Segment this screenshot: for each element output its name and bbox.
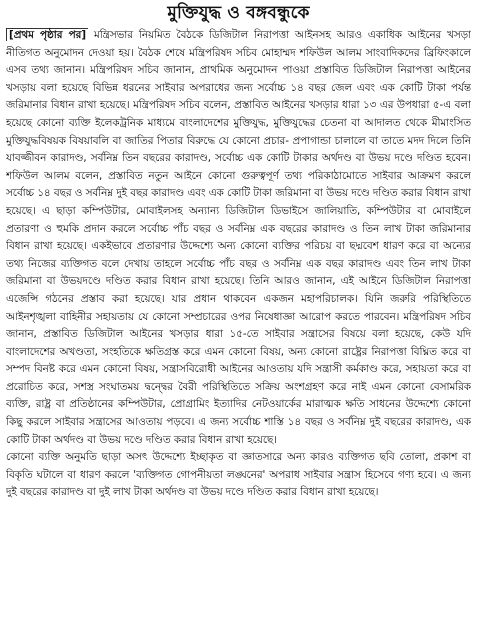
paragraph-text: মন্ত্রিসভার নিয়মিত বৈঠকে ডিজিটাল নিরাপত্তা আইনসহ আরও একাধিক আইনের খসড়া নীতিগত অনুমোদন দেওয়া হয়। বৈঠক শেষে মন্ত্রিপরিষদ সচিব মোহাম্মদ শফিউল আলম সাংবাদিকদের ব্রিফিংকালে এসব তথ্য জানান। মন্ত্রিপরিষদ সচিব জানান, প্রাথমিক অনুমোদন পাওয়া প্রস্তাবিত ডিজিটাল নিরাপত্তা আইনের খসড়ায় বলা হয়েছে বিভিন্ন ধরনের সাইবার অপরাধের জন্য সর্বোচ্চ ১৪ বছর জেল এবং এক কোটি টাকা পর্যন্ত জরিমানার বিধান রাখা হয়েছে। মন্ত্রিপরিষদ সচিব বলেন, প্রস্তাবিত আইনের খসড়ার ধারা ১৩ এর উপধারা ৫-এ বলা হয়েছে কোনো ব্যক্তি ইলেকট্রনিক মাধ্যমে বাংলাদেশের মুক্তিযুদ্ধ, মুক্তিযুদ্ধের চেতনা বা আদালত থেকে মীমাংসিত মুক্তিযুদ্ধবিষয়ক বিষয়াবলি বা জাতির পিতার বিরুদ্ধে যে কোনো প্রচার- প্রপাগান্ডা চালালে বা তাতে মদদ দিলে তিনি যাবজ্জীবন কারাদণ্ড, সর্বনিম্ন তিন বছরের কারাদণ্ড, সর্বোচ্চ এক কোটি টাকার অর্থদণ্ড বা উভয় দণ্ডে দণ্ডিত হবেন। শফিউল আলম বলেন, প্রস্তাবিত নতুন আইনে কোনো গুরুত্বপূর্ণ তথ্য পরিকাঠামোতে সাইবার আক্রমণ করলে সর্বোচ্চ ১৪ বছর ও সর্বনিম্ন দুই বছর কারাদণ্ড এবং এক কোটি টাকা জরিমানা বা উভয় দণ্ডে দণ্ডিত করার বিধান রাখা হয়েছে। এ ছাড়া কম্পিউটার, মোবাইলসহ অন্যান্য ডিজিটাল ডিভাইসে জালিয়াতি, কম্পিউটার বা মোবাইলে প্রতারণা ও হুমকি প্রদান করলে সর্বোচ্চ পাঁচ বছর ও সর্বনিম্ন এক বছরের কারাদণ্ড ও তিন লাখ টাকা জরিমানার বিধান রাখা হয়েছে। একইভাবে প্রতারণার উদ্দেশ্যে অন্য কোনো ব্যক্তির পরিচয় বা ছদ্মবেশ ধারণ করে বা অন্যের তথ্য নিজের ব্যক্তিগত বলে দেখায় তাহলে সর্বোচ্চ পাঁচ বছর ও সর্বনিম্ন এক বছর কারাদণ্ড এবং তিন লাখ টাকা জরিমানা বা উভয়দণ্ডে দণ্ডিত করার বিধান রাখা হয়েছে। তিনি আরও জানান, এই আইনে ডিজিটাল নিরাপত্তা এজেন্সি গঠনের প্রস্তাব করা হয়েছে। যার প্রধান থাকবেন একজন মহাপরিচালক। যিনি জরুরি পরিস্থিতিতে আইনশৃঙ্খলা বাহিনীর সহায়তায় যে কোনো সম্প্রচারের ওপর নিষেধাজ্ঞা আরোপ করতে পারবেন। মন্ত্রিপরিষদ সচিব জানান, প্রস্তাবিত ডিজিটাল আইনের খসড়ার ধারা ১৫-তে সাইবার সন্ত্রাসের বিষয়ে বলা হয়েছে, কেউ যদি বাংলাদেশের অখণ্ডতা, সংহতিকে ক্ষতিগ্রস্ত করে এমন কোনো বিষয়, অন্য কোনো রাষ্ট্রের নিরাপত্তা বিঘ্নিত করে বা সম্পদ বিনষ্ট করে এমন কোনো বিষয়, সন্ত্রাসবিরোধী আইনের আওতায় যদি সন্ত্রাসী কর্মকাণ্ড করে, সহায়তা করে বা প্ররোচিত করে, সশস্ত্র সংঘাতময় দ্বন্দ্বের বৈরী পরিস্থিতিতে সক্রিয় অংশগ্রহণ করে নাই এমন কোনো বেসামরিক ব্যক্তি, রাষ্ট্র বা প্রতিষ্ঠানের কম্পিউটার, প্রোগ্রামিং ইত্যাদির নেটওয়ার্কের মারাত্মক ক্ষতি সাধনের উদ্দেশ্যে কোনো কিছু করলে সাইবার সন্ত্রাসের আওতায় পড়বে। এ জন্য সর্বোচ্চ শাস্তি ১৪ বছর ও সর্বনিম্ন দুই বছরের কারাদণ্ড, এক কোটি টাকা অর্থদণ্ড বা উভয় দণ্ডে দণ্ডিত করার বিধান রাখা হয়েছে। (6, 29, 471, 446)
continued-from-front-page-tag: [প্রথম পৃষ্ঠার পর] (6, 28, 88, 41)
article-paragraph (6, 27, 471, 449)
lead-tag-text: প্রথম পৃষ্ঠার পর (13, 29, 82, 41)
article-body (6, 27, 471, 593)
headline: মুক্তিযুদ্ধ ও বঙ্গবন্ধুকে (167, 3, 310, 23)
article-paragraph (6, 449, 471, 502)
paragraph-text: কোনো ব্যক্তি অনুমতি ছাড়া অসৎ উদ্দেশ্যে ইচ্ছাকৃত বা জ্ঞাতসারে অন্য কারও ব্যক্তিগত ছবি তোলা, প্রকাশ বা বিকৃতি ঘটালে বা ধারণ করলে 'ব্যক্তিগত গোপনীয়তা লঙ্ঘনের' অপরাধ সাইবার সন্ত্রাস হিসেবে গণ্য হবে। এ জন্য দুই বছরের কারাদণ্ড বা দুই লাখ টাকা অর্থদণ্ড বা উভয় দণ্ডে দণ্ডিত করার বিধান রাখা হয়েছে। (6, 451, 471, 499)
